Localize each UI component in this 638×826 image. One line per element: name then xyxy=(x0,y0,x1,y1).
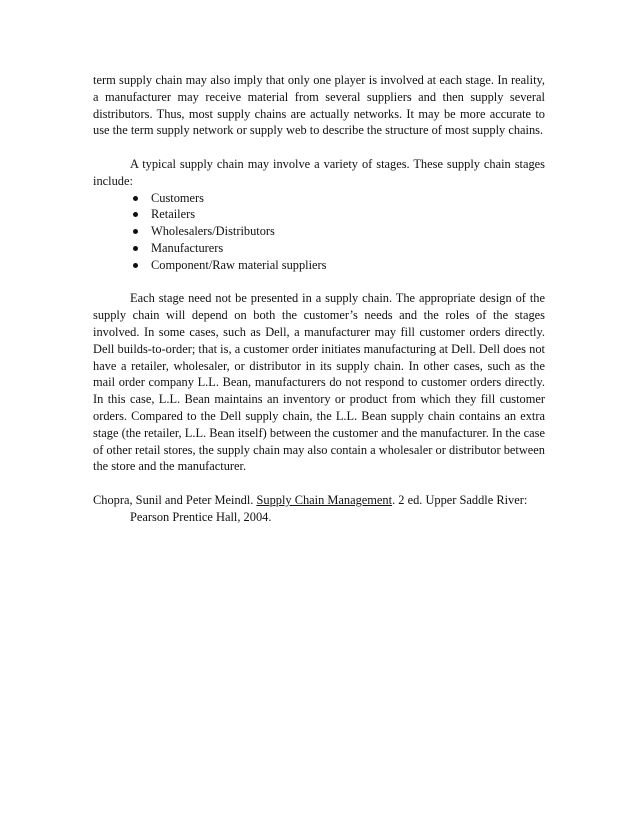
citation-book-title: Supply Chain Management xyxy=(256,492,393,507)
document-page xyxy=(93,72,545,526)
stages-detail-paragraph: Each stage need not be presented in a supply chain. The appropriate design of the supply chain will depend on both the customer’s needs and the roles of the stages involved. In some cases, such as Dell, a manufacturer may fill customer orders directly. Dell builds-to-order; that is, a customer order initiates manufacturing at Dell. Dell does not have a retailer, wholesaler, or distributor in its supply chain. In other cases, such as the mail order company L.L. Bean, manufacturers do not respond to customer orders directly. In this case, L.L. Bean maintains an inventory or product from which they fill customer orders. Compared to the Dell supply chain, the L.L. Bean supply chain contains an extra stage (the retailer, L.L. Bean itself) between the customer and the manufacturer. In the case of other retail stores, the supply chain may also contain a wholesaler or distributor between the store and the manufacturer. xyxy=(93,291,545,474)
stage-label: Retailers xyxy=(151,207,196,222)
intro-paragraph: term supply chain may also imply that only one player is involved at each stage. In reality, a manufacturer may receive material from several suppliers and then supply several distributors. Thus, most supply chains are actually networks. It may be more accurate to use the term supply network or supply web to describe the structure of most supply chains. xyxy=(93,73,545,138)
stage-label: Manufacturers xyxy=(151,240,224,255)
bullet-icon xyxy=(133,263,138,268)
stage-list-item xyxy=(131,240,545,257)
stage-label: Wholesalers/Distributors xyxy=(151,224,275,239)
citation-authors: Chopra, Sunil and Peter Meindl. xyxy=(93,492,254,507)
stage-list-item xyxy=(131,257,545,274)
bullet-icon xyxy=(133,196,138,201)
bullet-icon xyxy=(133,229,138,234)
stage-label: Customers xyxy=(151,190,205,205)
bullet-icon xyxy=(133,246,138,251)
bullet-icon xyxy=(133,212,138,217)
stages-list xyxy=(93,190,545,274)
stage-list-item xyxy=(131,223,545,240)
stage-list-item xyxy=(131,190,545,207)
citation-details: . 2 ed. Upper Saddle River: Pearson Prentice Hall, 2004. xyxy=(130,492,528,524)
paragraph-spacer xyxy=(93,475,545,492)
paragraph-spacer xyxy=(93,139,545,156)
stage-label: Component/Raw material suppliers xyxy=(151,257,327,272)
stage-list-item xyxy=(131,206,545,223)
citation xyxy=(93,492,545,526)
stages-intro-paragraph: A typical supply chain may involve a variety of stages. These supply chain stages include: xyxy=(93,156,545,188)
paragraph-spacer xyxy=(93,274,545,291)
